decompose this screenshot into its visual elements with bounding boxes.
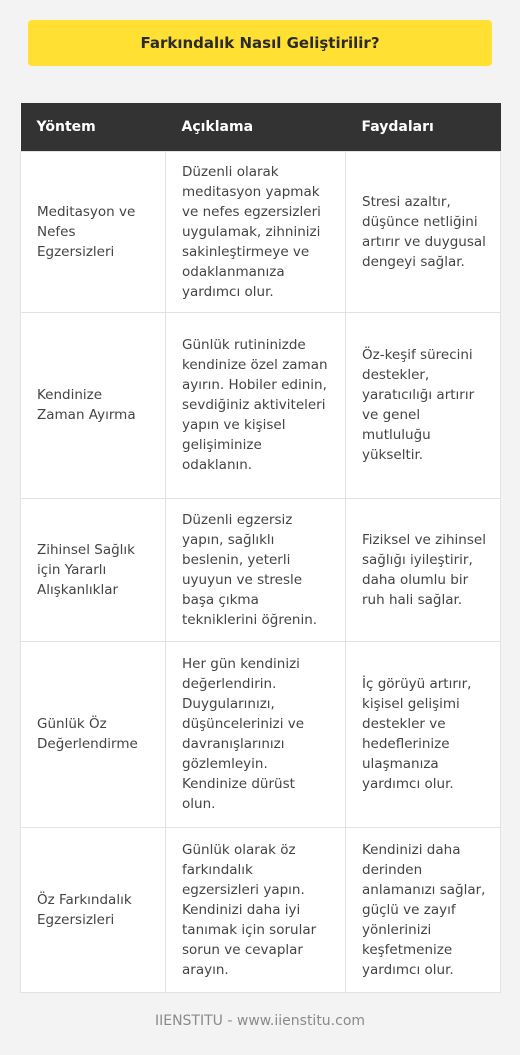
footer-credit: IIENSTITU - www.iienstitu.com [154,1013,366,1029]
table-row [21,151,501,312]
method-cell: Kendinize Zaman Ayırma [21,312,166,498]
description-cell: Her gün kendinizi değerlendirin. Duygularınızı, düşüncelerinizi ve davranışlarınızı gözlemleyin. Kendinize dürüst olun. [166,641,346,827]
table-row [21,641,501,827]
column-header-method: Yöntem [21,103,166,151]
method-cell: Zihinsel Sağlık için Yararlı Alışkanlıklar [21,498,166,641]
table-row [21,498,501,641]
methods-table [20,103,501,993]
method-cell: Meditasyon ve Nefes Egzersizleri [21,151,166,312]
column-header-description: Açıklama [166,103,346,151]
benefits-cell: Fiziksel ve zihinsel sağlığı iyileştirir, daha olumlu bir ruh hali sağlar. [346,498,501,641]
table-row [21,312,501,498]
description-cell: Düzenli olarak meditasyon yapmak ve nefes egzersizleri uygulamak, zihninizi sakinleştirmeye ve odaklanmanıza yardımcı olur. [166,151,346,312]
column-header-benefits: Faydaları [346,103,501,151]
table-header-row [21,103,501,151]
benefits-cell: İç görüyü artırır, kişisel gelişimi destekler ve hedeflerinize ulaşmanıza yardımcı olur. [346,641,501,827]
method-cell: Günlük Öz Değerlendirme [21,641,166,827]
benefits-cell: Öz-keşif sürecini destekler, yaratıcılığı artırır ve genel mutluluğu yükseltir. [346,312,501,498]
description-cell: Günlük olarak öz farkındalık egzersizleri yapın. Kendinizi daha iyi tanımak için sorular sorun ve cevaplar arayın. [166,827,346,992]
method-cell: Öz Farkındalık Egzersizleri [21,827,166,992]
description-cell: Düzenli egzersiz yapın, sağlıklı beslenin, yeterli uyuyun ve stresle başa çıkma tekniklerini öğrenin. [166,498,346,641]
benefits-cell: Stresi azaltır, düşünce netliğini artırır ve duygusal dengeyi sağlar. [346,151,501,312]
table-row [21,827,501,992]
description-cell: Günlük rutininizde kendinize özel zaman ayırın. Hobiler edinin, sevdiğiniz aktiviteleri yapın ve kişisel gelişiminize odaklanın. [166,312,346,498]
page-title: Farkındalık Nasıl Geliştirilir? [28,20,492,66]
benefits-cell: Kendinizi daha derinden anlamanızı sağlar, güçlü ve zayıf yönlerinizi keşfetmenize yardımcı olur. [346,827,501,992]
